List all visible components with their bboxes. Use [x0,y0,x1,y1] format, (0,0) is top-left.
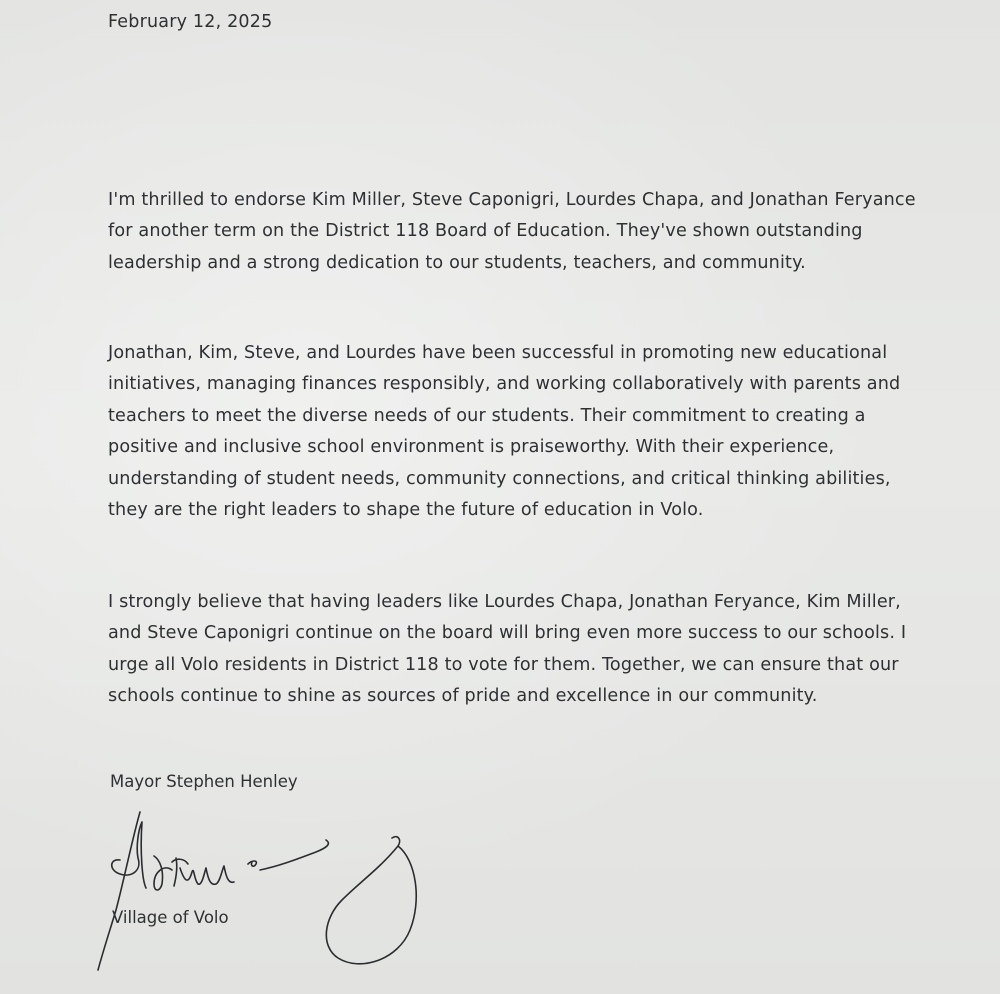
paragraph-line: urge all Volo residents in District 118 to vote for them. Together, we can ensure that our [108,654,899,675]
handwritten-signature [80,800,440,980]
paragraph-line: leadership and a strong dedication to our students, teachers, and community. [108,252,806,273]
paragraph-call-to-action [108,587,978,713]
paragraph-line: for another term on the District 118 Board of Education. They've shown outstanding [108,221,863,242]
letter-date: February 12, 2025 [108,12,273,32]
paragraph-accomplishments [108,338,978,526]
paragraph-line: positive and inclusive school environment is praiseworthy. With their experience, [108,437,835,458]
paragraph-line: they are the right leaders to shape the future of education in Volo. [108,500,704,521]
paragraph-line: Jonathan, Kim, Steve, and Lourdes have been successful in promoting new educational [108,343,888,363]
paragraph-endorsement [108,185,978,279]
paragraph-line: I strongly believe that having leaders like Lourdes Chapa, Jonathan Feryance, Kim Miller, [108,592,901,612]
signatory-organization: Village of Volo [112,908,229,927]
paragraph-line: initiatives, managing finances responsibly, and working collaboratively with parents and [108,374,901,395]
paragraph-line: schools continue to shine as sources of pride and excellence in our community. [108,686,818,707]
signatory-name: Mayor Stephen Henley [110,772,298,791]
paragraph-line: I'm thrilled to endorse Kim Miller, Steve Caponigri, Lourdes Chapa, and Jonathan Feryance [108,190,916,210]
paragraph-line: teachers to meet the diverse needs of our students. Their commitment to creating a [108,405,866,426]
paragraph-line: understanding of student needs, community connections, and critical thinking abilities, [108,468,891,489]
signature-strokes [98,812,416,970]
paragraph-line: and Steve Caponigri continue on the board will bring even more success to our schools. I [108,623,907,644]
